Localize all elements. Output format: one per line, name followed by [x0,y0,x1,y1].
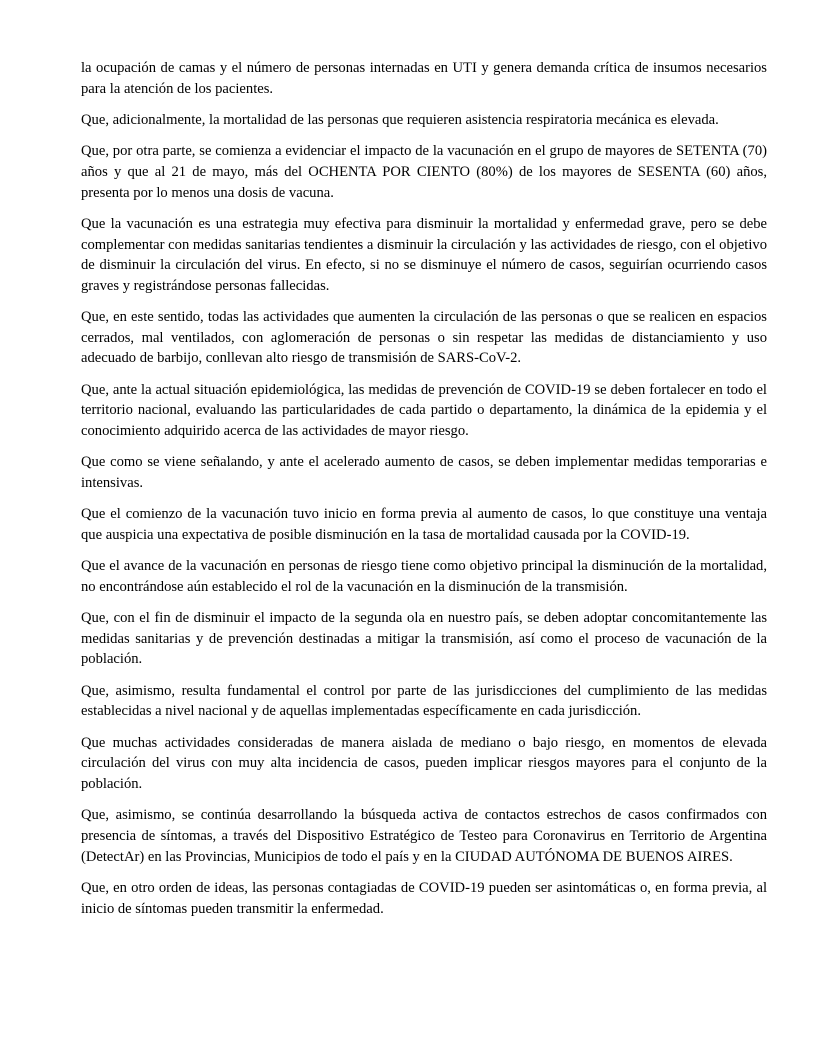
paragraph-1: la ocupación de camas y el número de personas internadas en UTI y genera demanda crítica de insumos necesarios para la atención de los pacientes. [81,60,767,97]
paragraph-11: Que, asimismo, resulta fundamental el control por parte de las jurisdicciones del cumplimiento de las medidas establecidas a nivel nacional y de aquellas implementadas específicamente en cada jurisdicción. [81,682,767,720]
paragraph-14: Que, en otro orden de ideas, las personas contagiadas de COVID-19 pueden ser asintomáticas o, en forma previa, al inicio de síntomas pueden transmitir la enfermedad. [81,879,767,917]
paragraph-10: Que, con el fin de disminuir el impacto de la segunda ola en nuestro país, se deben adoptar concomitantemente las medidas sanitarias y de prevención destinadas a mitigar la transmisión, así como el proceso de vacunación de la población. [81,610,767,668]
paragraph-13: Que, asimismo, se continúa desarrollando la búsqueda activa de contactos estrechos de casos confirmados con presencia de síntomas, a través del Dispositivo Estratégico de Testeo para Coronavirus en Territorio de Argentina (DetectAr) en las Provincias, Municipios de todo el país y en la CIUDAD AUTÓNOMA DE BUENOS AIRES. [81,807,767,865]
paragraph-5: Que, en este sentido, todas las actividades que aumenten la circulación de las personas o que se realicen en espacios cerrados, mal ventilados, con aglomeración de personas o sin respetar las medidas de distanciamiento y uso adecuado de barbijo, conllevan alto riesgo de transmisión de SARS-CoV-2. [81,309,767,367]
paragraph-4: Que la vacunación es una estrategia muy efectiva para disminuir la mortalidad y enfermedad grave, pero se debe complementar con medidas sanitarias tendientes a disminuir la circulación y las actividades de riesgo, con el objetivo de disminuir la circulación del virus. En efecto, si no se disminuye el número de casos, seguirían ocurriendo casos graves y registrándose personas fallecidas. [81,215,767,294]
paragraph-8: Que el comienzo de la vacunación tuvo inicio en forma previa al aumento de casos, lo que constituye una ventaja que auspicia una expectativa de posible disminución en la tasa de mortalidad causada por la COVID-19. [81,506,767,543]
paragraph-6: Que, ante la actual situación epidemiológica, las medidas de prevención de COVID-19 se deben fortalecer en todo el territorio nacional, evaluando las particularidades de cada partido o departamento, la dinámica de la epidemia y el conocimiento adquirido acerca de las actividades de mayor riesgo. [81,381,767,439]
paragraph-12: Que muchas actividades consideradas de manera aislada de mediano o bajo riesgo, en momentos de elevada circulación del virus con muy alta incidencia de casos, pueden implicar riesgos mayores para el conjunto de la población. [81,734,767,792]
document-page [81,58,767,930]
paragraph-2: Que, adicionalmente, la mortalidad de las personas que requieren asistencia respiratoria mecánica es elevada. [81,111,719,128]
paragraph-7: Que como se viene señalando, y ante el acelerado aumento de casos, se deben implementar medidas temporarias e intensivas. [81,454,767,491]
paragraph-9: Que el avance de la vacunación en personas de riesgo tiene como objetivo principal la disminución de la mortalidad, no encontrándose aún establecido el rol de la vacunación en la disminución de la transmisión. [81,558,767,595]
paragraph-3: Que, por otra parte, se comienza a evidenciar el impacto de la vacunación en el grupo de mayores de SETENTA (70) años y que al 21 de mayo, más del OCHENTA POR CIENTO (80%) de los mayores de SESENTA (60) años, presenta por lo menos una dosis de vacuna. [81,143,767,201]
